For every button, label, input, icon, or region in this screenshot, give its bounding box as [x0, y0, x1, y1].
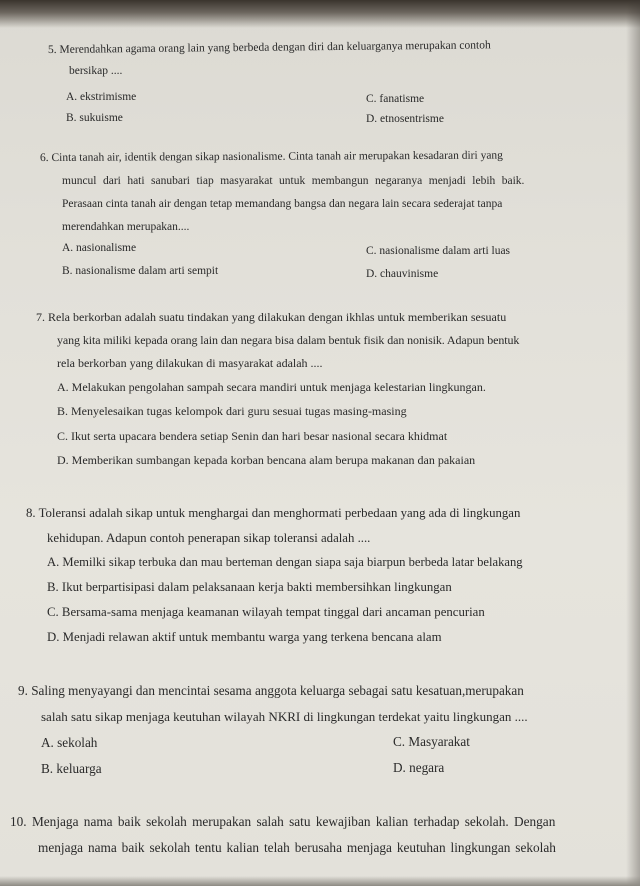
- question-6-option-b: B. nasionalisme dalam arti sempit: [62, 265, 219, 277]
- question-8-line-1: 8. Toleransi adalah sikap untuk menghargai dan menghormati perbedaan yang ada di lingkungan: [26, 506, 521, 520]
- question-7-option-b: B. Menyelesaikan tugas kelompok dari guru sesuai tugas masing-masing: [57, 404, 407, 418]
- question-9-option-c: C. Masyarakat: [393, 734, 470, 749]
- question-7-line-2: yang kita miliki kepada orang lain dan negara bisa dalam bentuk fisik dan nonisik. Adapun bentuk: [57, 333, 520, 347]
- question-9-option-b: B. keluarga: [41, 761, 102, 776]
- question-6-line-1: 6. Cinta tanah air, identik dengan sikap nasionalisme. Cinta tanah air merupakan kesadaran diri yang: [39, 149, 503, 164]
- question-8-option-d: D. Menjadi relawan aktif untuk membantu warga yang terkena bencana alam: [47, 630, 442, 644]
- question-7-line-3: rela berkorban yang dilakukan di masyarakat adalah ....: [57, 356, 323, 370]
- question-5-option-c: C. fanatisme: [366, 93, 425, 105]
- question-7-line-1: 7. Rela berkorban adalah suatu tindakan yang dilakukan dengan ikhlas untuk memberikan sesuatu: [36, 310, 507, 324]
- question-7-option-c: C. Ikut serta upacara bendera setiap Senin dan hari besar nasional secara khidmat: [57, 429, 448, 443]
- question-9-line-1: 9. Saling menyayangi dan mencintai sesama anggota keluarga sebagai satu kesatuan,merupakan: [18, 683, 524, 698]
- question-5-option-a: A. ekstrimisme: [66, 91, 137, 103]
- question-6-option-c: C. nasionalisme dalam arti luas: [366, 245, 511, 257]
- question-8-option-a: A. Memilki sikap terbuka dan mau berteman dengan siapa saja biarpun berbeda latar belakang: [47, 555, 523, 569]
- question-9-option-a: A. sekolah: [41, 735, 98, 750]
- question-6-line-4: merendahkan merupakan....: [62, 221, 190, 233]
- question-9-option-d: D. negara: [393, 760, 445, 775]
- question-8-option-c: C. Bersama-sama menjaga keamanan wilayah tempat tinggal dari ancaman pencurian: [47, 605, 485, 619]
- question-6-line-3: Perasaan cinta tanah air dengan tetap memandang bangsa dan negara lain secara sederajat tanpa: [62, 198, 503, 210]
- question-5-option-d: D. etnosentrisme: [366, 113, 444, 125]
- question-10-line-2: menjaga nama baik sekolah tentu kalian telah berusaha menjaga keutuhan lingkungan sekolah: [38, 840, 556, 855]
- question-7-option-a: A. Melakukan pengolahan sampah secara mandiri untuk menjaga kelestarian lingkungan.: [57, 380, 486, 394]
- question-6-option-d: D. chauvinisme: [366, 268, 439, 280]
- question-9-line-2: salah satu sikap menjaga keutuhan wilayah NKRI di lingkungan terdekat yaitu lingkungan ....: [41, 709, 528, 724]
- photo-shadow-bottom: [0, 876, 640, 886]
- question-8-line-2: kehidupan. Adapun contoh penerapan sikap toleransi adalah ....: [47, 531, 371, 545]
- question-5-line-2: bersikap ....: [69, 65, 123, 77]
- question-10-line-1: 10. Menjaga nama baik sekolah merupakan salah satu kewajiban kalian terhadap sekolah. Dengan: [10, 814, 556, 829]
- photo-shadow-right: [626, 0, 640, 886]
- photo-shadow-top: [0, 0, 640, 28]
- question-7-option-d: D. Memberikan sumbangan kepada korban bencana alam berupa makanan dan pakaian: [57, 453, 476, 467]
- question-8-option-b: B. Ikut berpartisipasi dalam pelaksanaan kerja bakti membersihkan lingkungan: [47, 580, 452, 594]
- question-6-option-a: A. nasionalisme: [62, 242, 137, 254]
- question-5-option-b: B. sukuisme: [66, 112, 123, 124]
- question-5-line-1: 5. Merendahkan agama orang lain yang berbeda dengan diri dan keluarganya merupakan contoh: [47, 39, 491, 56]
- question-6-line-2: muncul dari hati sanubari tiap masyarakat untuk membangun negaranya menjadi lebih baik.: [62, 175, 525, 187]
